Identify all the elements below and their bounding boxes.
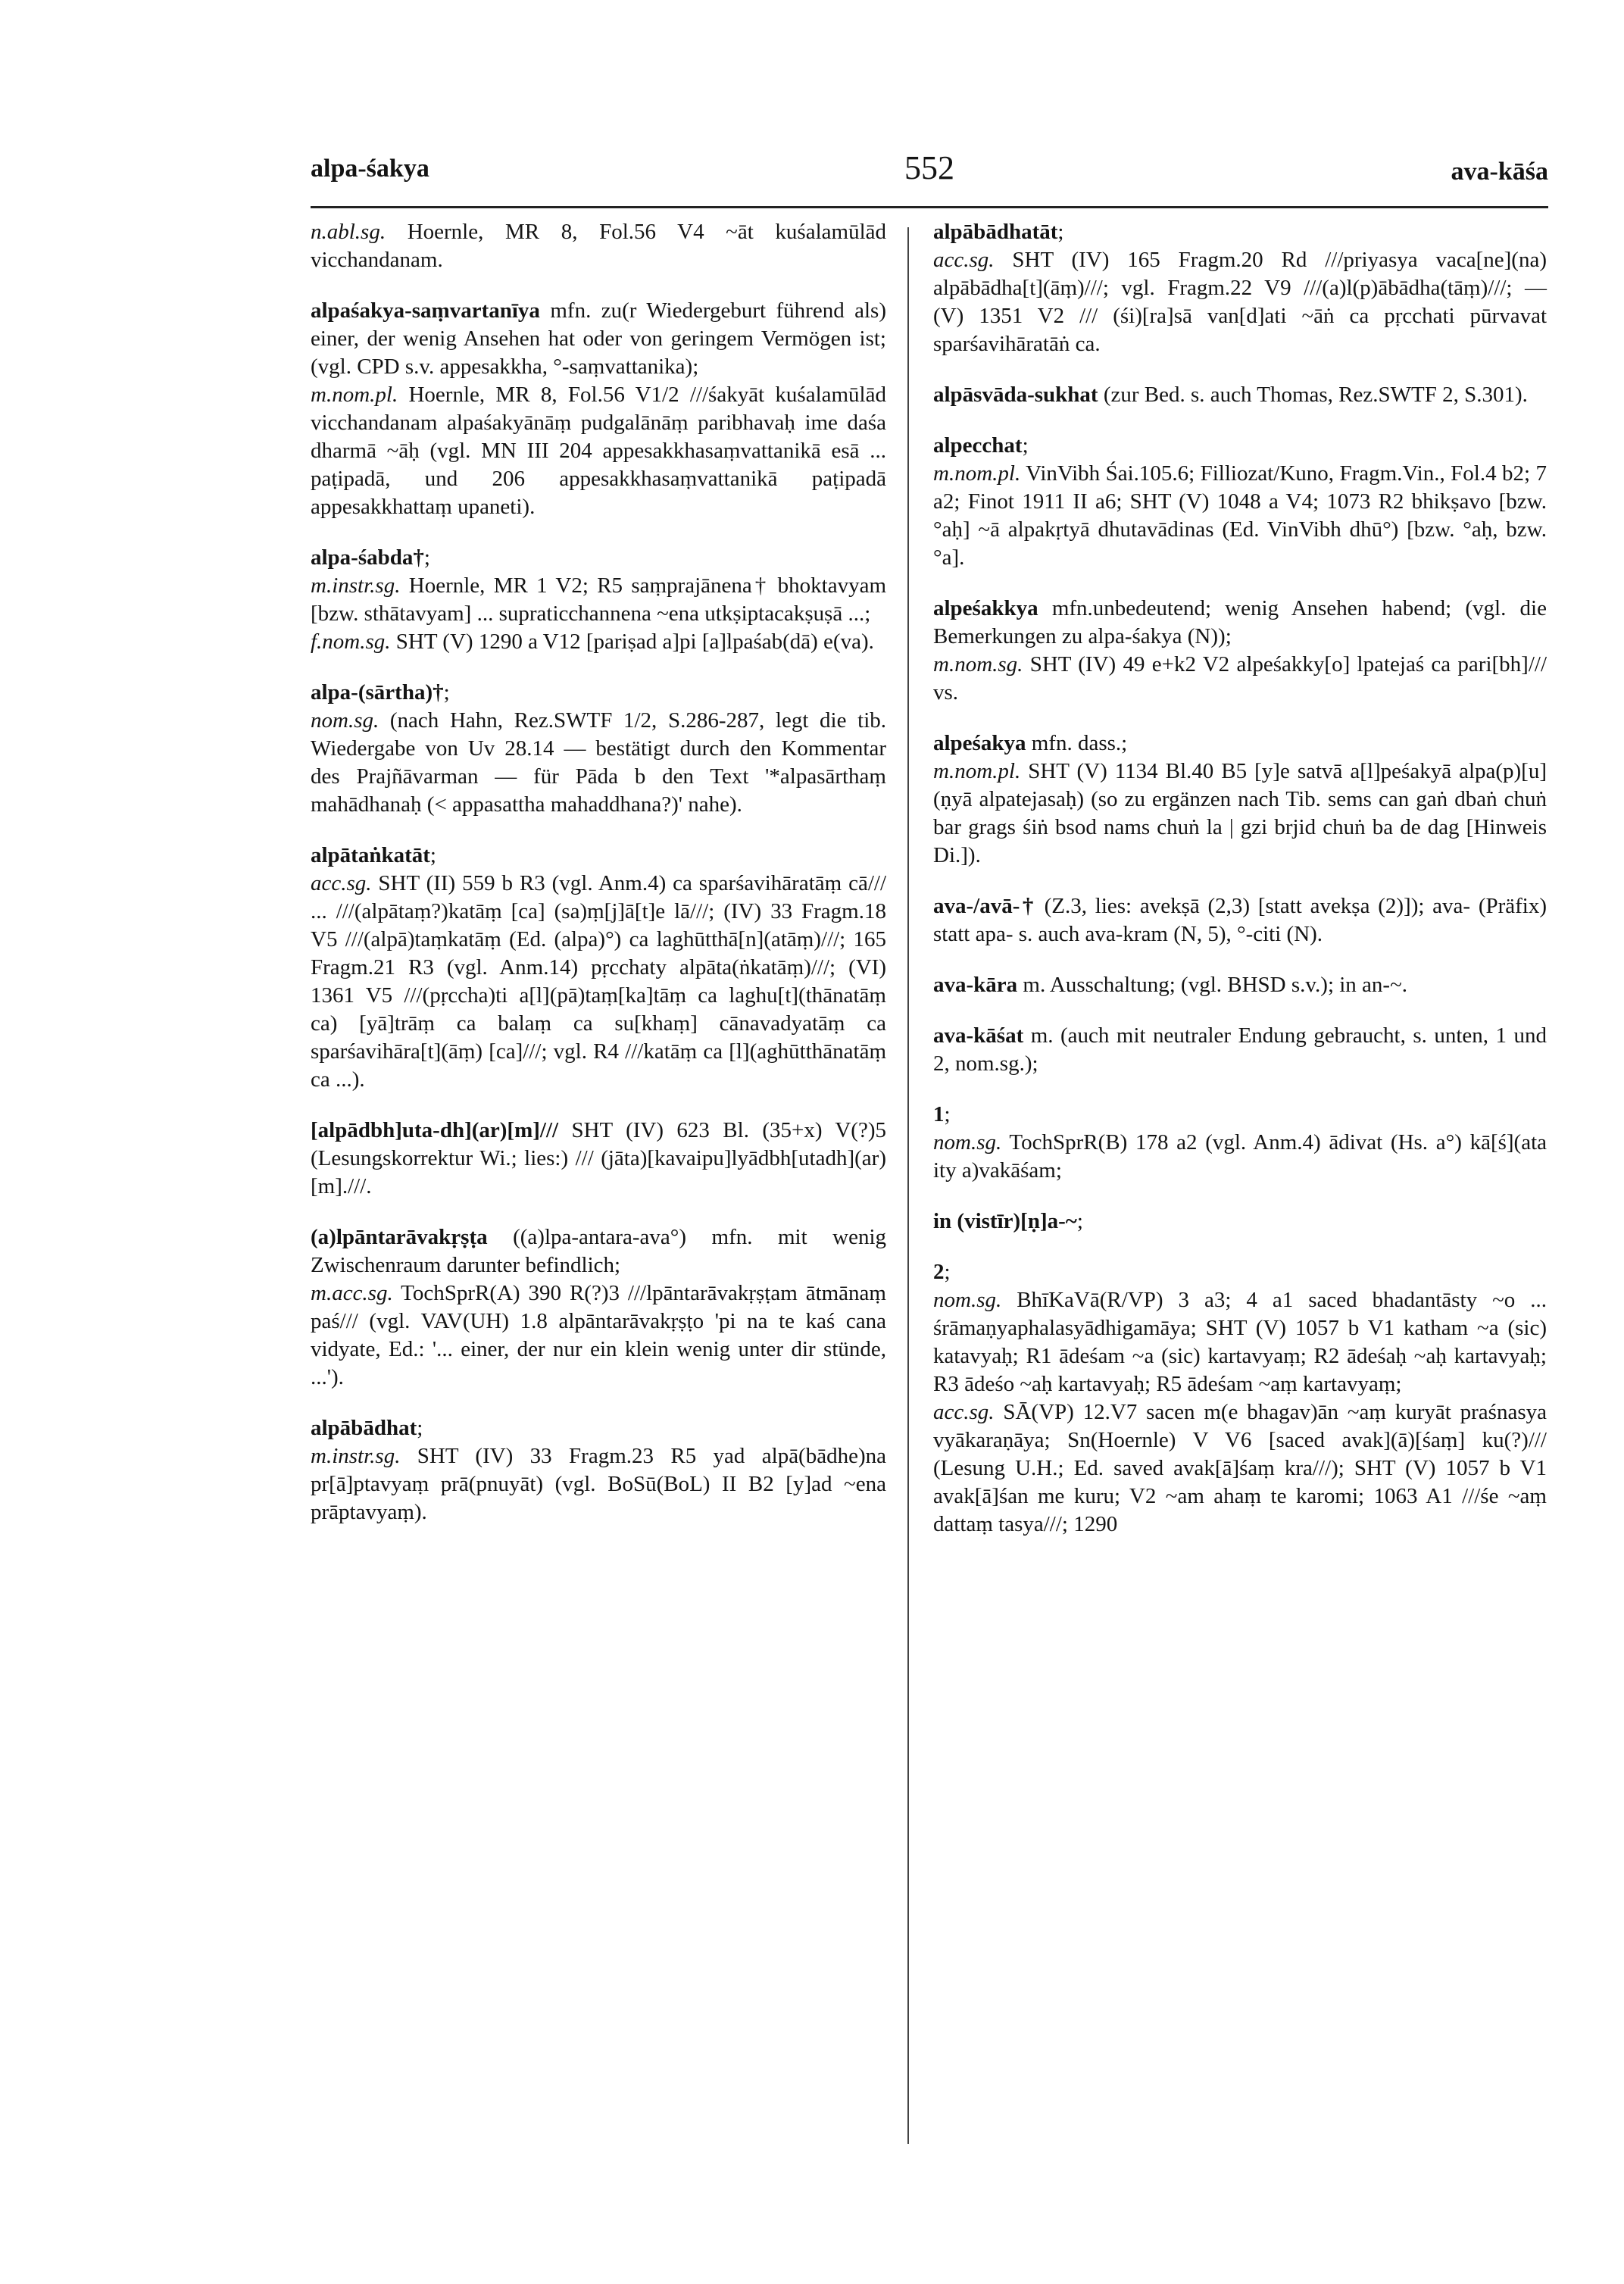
dictionary-entry	[933, 432, 1547, 460]
entry-spacer	[933, 572, 1547, 595]
entry-text: ;	[1057, 220, 1064, 244]
entry-text: mfn. zu(r Wiedergeburt führend als) einer, der wenig Ansehen hat oder von geringem Vermögen ist; (vgl. CPD s.v. appesakkha, °-saṃvattanika);	[311, 298, 886, 379]
entry-citation	[311, 870, 886, 1094]
entry-text: ;	[423, 545, 430, 570]
entry-spacer	[311, 1392, 886, 1414]
lemma-headword: alpātaṅkatāt	[311, 843, 430, 867]
entry-citation	[311, 572, 886, 628]
lemma-headword: [alpādbh]uta-dh](ar)[m]///	[311, 1118, 559, 1142]
dictionary-entry	[933, 381, 1547, 409]
entry-spacer	[933, 999, 1547, 1022]
lemma-headword: alpecchat	[933, 433, 1023, 458]
entry-text: ;	[443, 680, 450, 705]
entry-spacer	[933, 948, 1547, 971]
column-divider	[907, 227, 909, 2144]
entry-text: ;	[944, 1102, 951, 1126]
dictionary-entry	[933, 1208, 1547, 1236]
entry-citation	[933, 1398, 1547, 1539]
entry-text: m. (auch mit neutraler Endung gebraucht, s. unten, 1 und 2, nom.sg.);	[933, 1023, 1547, 1076]
grammatical-form: m.acc.sg.	[311, 1281, 393, 1305]
entry-citation	[933, 651, 1547, 707]
entry-spacer	[933, 358, 1547, 381]
entry-text: mfn.unbedeutend; wenig Ansehen habend; (vgl. die Bemerkungen zu alpa-śakya (N));	[933, 596, 1547, 648]
entry-citation	[933, 460, 1547, 572]
grammatical-form: m.nom.sg.	[933, 652, 1023, 676]
grammatical-form: n.abl.sg.	[311, 220, 386, 244]
entry-citation	[933, 758, 1547, 870]
grammatical-form: nom.sg.	[933, 1288, 1002, 1312]
entry-text: SHT (IV) 165 Fragm.20 Rd ///priyasya vaca[ne](na) alpābādha[t](āṃ)///; vgl. Fragm.22 V9 ///(a)l(p)ābādha(tāṃ)///; — (V) 1351 V2 /// (śi)[ra]sā van[d]ati ~āṅ ca pṛcchati pūrvavat sparśavihāratāṅ ca.	[933, 248, 1547, 356]
dictionary-entry	[933, 1258, 1547, 1286]
entry-spacer	[311, 656, 886, 679]
entry-spacer	[311, 274, 886, 297]
grammatical-form: m.nom.pl.	[311, 383, 398, 407]
page-number: 552	[904, 149, 954, 186]
lemma-headword: alpaśakya-saṃvartanīya	[311, 298, 540, 323]
entry-citation	[933, 1129, 1547, 1185]
running-head	[311, 148, 1548, 194]
grammatical-form: m.nom.pl.	[933, 759, 1021, 783]
entry-citation	[311, 218, 886, 274]
entry-text: SHT (V) 1134 Bl.40 B5 [y]e satvā a[l]peśakyā alpa(p)[u](ṇyā alpatejasaḥ) (so zu ergänzen nach Tib. sems can gaṅ dbaṅ chuṅ bar grags śiṅ bsod nams chuṅ la | gzi brjid chuṅ ba de dag [Hinweis Di.]).	[933, 759, 1547, 867]
entry-text: Hoernle, MR 8, Fol.56 V1/2 ///śakyāt kuśalamūlād vicchandanam alpaśakyānāṃ pudgalānāṃ paribhavaḥ ime daśa dharmā ~āḥ (vgl. MN III 204 appesakkhasaṃvattanikā esā ... paṭipadā, und 206 appesakkhasaṃvattanikā paṭipadā appesakkhattaṃ upaneti).	[311, 383, 886, 519]
entry-text: ;	[1076, 1209, 1083, 1233]
dictionary-entry	[311, 1223, 886, 1279]
dictionary-entry	[311, 544, 886, 572]
entry-text: SHT (IV) 623 Bl. (35+x) V(?)5 (Lesungskorrektur Wi.; lies:) /// (jāta)[kavaipu]lyādbh[utadh](ar)[m].///.	[311, 1118, 886, 1198]
lemma-headword: alpeśakya	[933, 731, 1026, 755]
grammatical-form: acc.sg.	[311, 871, 372, 895]
dictionary-entry	[311, 297, 886, 381]
lemma-headword: alpābādhat	[311, 1416, 417, 1440]
grammatical-form: nom.sg.	[933, 1130, 1002, 1154]
grammatical-form: f.nom.sg.	[311, 630, 391, 654]
lemma-headword: (a)lpāntarāvakṛṣṭa	[311, 1225, 488, 1249]
header-guideword-right: ava-kāśa	[1451, 158, 1548, 186]
entry-spacer	[933, 1185, 1547, 1208]
lemma-headword: ava-kāra	[933, 973, 1018, 997]
grammatical-form: nom.sg.	[311, 708, 379, 733]
entry-text: (Z.3, lies: avekṣā (2,3) [statt avekṣa (2)]); ava- (Präfix) statt apa- s. auch ava-kram (N, 5), °-citi (N).	[933, 894, 1547, 946]
entry-citation	[311, 1442, 886, 1526]
entry-text: Hoernle, MR 8, Fol.56 V4 ~āt kuśalamūlād vicchandanam.	[311, 220, 886, 272]
entry-text: (zur Bed. s. auch Thomas, Rez.SWTF 2, S.301).	[1098, 383, 1528, 407]
entry-spacer	[933, 707, 1547, 730]
grammatical-form: m.instr.sg.	[311, 1444, 401, 1468]
lemma-headword: alpa-śabda†	[311, 545, 424, 570]
lemma-headword: 1	[933, 1102, 945, 1126]
entry-text: SHT (IV) 33 Fragm.23 R5 yad alpā(bādhe)na pr[ā]ptavyaṃ prā(pnuyāt) (vgl. BoSū(BoL) II B2 [y]ad ~ena prāptavyaṃ).	[311, 1444, 886, 1524]
lemma-headword: alpeśakkya	[933, 596, 1038, 620]
entry-text: BhīKaVā(R/VP) 3 a3; 4 a1 saced bhadantāsty ~o ... śrāmaṇyaphalasyādhigamāya; SHT (V) 1057 b V1 katham ~a (sic) katavyaḥ; R1 ādeśam ~a (sic) kartavyaṃ; R2 ādeśaḥ ~aḥ kartavyaḥ; R3 ādeśo ~aḥ kartavyaḥ; R5 ādeśam ~aṃ kartavyaṃ;	[933, 1288, 1547, 1396]
entry-citation	[311, 1279, 886, 1392]
entry-spacer	[311, 1094, 886, 1117]
entry-text: Hoernle, MR 1 V2; R5 saṃprajānena† bhoktavyam [bzw. sthātavyam] ... supraticchannena ~ena utkṣiptacakṣuṣā ...;	[311, 573, 886, 626]
entry-text: TochSprR(B) 178 a2 (vgl. Anm.4) ādivat (Hs. a°) kā[ś](ata ity a)vakāśam;	[933, 1130, 1547, 1183]
entry-citation	[933, 246, 1547, 358]
entry-citation	[311, 628, 886, 656]
entry-text: (nach Hahn, Rez.SWTF 1/2, S.286-287, legt die tib. Wiedergabe von Uv 28.14 — bestätigt durch den Kommentar des Prajñāvarman — für Pāda b den Text '*alpasārthaṃ mahādhanaḥ (< appasattha mahaddhana?)' nahe).	[311, 708, 886, 817]
left-column	[311, 218, 886, 1526]
lemma-headword: alpābādhatāt	[933, 220, 1058, 244]
grammatical-form: acc.sg.	[933, 248, 995, 272]
grammatical-form: acc.sg.	[933, 1400, 995, 1424]
entry-spacer	[311, 1201, 886, 1223]
entry-text: ;	[417, 1416, 423, 1440]
entry-spacer	[933, 870, 1547, 892]
entry-text: ;	[1022, 433, 1029, 458]
entry-spacer	[933, 1236, 1547, 1258]
dictionary-entry	[933, 971, 1547, 999]
dictionary-entry	[311, 842, 886, 870]
entry-spacer	[933, 1078, 1547, 1101]
dictionary-entry	[933, 595, 1547, 651]
entry-text: SHT (V) 1290 a V12 [pariṣad a]pi [a]lpaśab(dā) e(va).	[390, 630, 874, 654]
entry-text: SĀ(VP) 12.V7 sacen m(e bhagav)ān ~aṃ kuryāt praśnasya vyākaraṇāya; Sn(Hoernle) V V6 [saced avak](ā)[śaṃ] ku(?)/// (Lesung U.H.; Ed. saved avak[ā]śaṃ kra///); SHT (V) 1057 b V1 avak[ā]śan me kuru; V2 ~am ahaṃ te karomi; 1063 A1 ///śe ~aṃ dattaṃ tasya///; 1290	[933, 1400, 1547, 1536]
entry-text: m. Ausschaltung; (vgl. BHSD s.v.); in an-~.	[1017, 973, 1408, 997]
dictionary-entry	[933, 892, 1547, 948]
entry-citation	[311, 381, 886, 521]
dictionary-entry	[933, 730, 1547, 758]
entry-spacer	[311, 521, 886, 544]
entry-text: SHT (II) 559 b R3 (vgl. Anm.4) ca sparśavihāratāṃ cā/// ... ///(alpātaṃ?)katāṃ [ca] (sa)ṃ[j]ā[t]e lā///; (IV) 33 Fragm.18 V5 ///(alpā)taṃkatāṃ (Ed. (alpa)°) ca laghūtthā[n](atāṃ)///; 165 Fragm.21 R3 (vgl. Anm.14) pṛcchaty alpāta(ṅkatāṃ)///; (VI) 1361 V5 ///(pṛccha)ti a[l](pā)taṃ[ka]tāṃ ca laghu[t](thānatāṃ ca) [yā]trāṃ ca balaṃ ca su[khaṃ] cānavadyatāṃ ca sparśavihāra[t](āṃ) [ca]///; vgl. R4 ///katāṃ ca [l](aghūtthānatāṃ ca ...).	[311, 871, 886, 1092]
entry-citation	[311, 707, 886, 819]
right-column	[933, 218, 1547, 1539]
entry-text: SHT (IV) 49 e+k2 V2 alpeśakky[o] lpatejaś ca pari[bh]/// vs.	[933, 652, 1547, 705]
lemma-headword: 2	[933, 1260, 945, 1284]
entry-text: ((a)lpa-antara-ava°) mfn. mit wenig Zwischenraum darunter befindlich;	[311, 1225, 886, 1277]
dictionary-entry	[311, 679, 886, 707]
entry-text: TochSprR(A) 390 R(?)3 ///lpāntarāvakṛṣṭam ātmānaṃ paś/// (vgl. VAV(UH) 1.8 alpāntarāvakṛṣṭo 'pi na te kaś cana vidyate, Ed.: '... einer, der nur ein klein wenig unter dir stünde, ...').	[311, 1281, 886, 1389]
grammatical-form: m.instr.sg.	[311, 573, 401, 598]
entry-text: ;	[944, 1260, 951, 1284]
entry-text: VinVibh Śai.105.6; Filliozat/Kuno, Fragm.Vin., Fol.4 b2; 7 a2; Finot 1911 II a6; SHT (V) 1048 a V4; 1073 R2 bhikṣavo [bzw. °aḥ] ~ā alpakṛtyā dhutavādinas (Ed. VinVibh dhū°) [bzw. °aḥ, bzw. °a].	[933, 461, 1547, 570]
lemma-headword: in (vistīr)[ṇ]a-~	[933, 1209, 1077, 1233]
lemma-headword: ava-kāśat	[933, 1023, 1024, 1048]
lemma-headword: alpa-(sārtha)†	[311, 680, 444, 705]
entry-text: ;	[429, 843, 436, 867]
header-rule	[311, 206, 1548, 208]
header-guideword-left: alpa-śakya	[311, 155, 429, 183]
entry-text: mfn. dass.;	[1026, 731, 1128, 755]
grammatical-form: m.nom.pl.	[933, 461, 1021, 486]
dictionary-entry	[933, 218, 1547, 246]
dictionary-entry	[311, 1414, 886, 1442]
entry-spacer	[311, 819, 886, 842]
dictionary-entry	[933, 1101, 1547, 1129]
lemma-headword: ava-/avā-†	[933, 894, 1036, 918]
dictionary-entry	[311, 1117, 886, 1201]
entry-citation	[933, 1286, 1547, 1398]
lemma-headword: alpāsvāda-sukhat	[933, 383, 1098, 407]
entry-spacer	[933, 409, 1547, 432]
dictionary-entry	[933, 1022, 1547, 1078]
